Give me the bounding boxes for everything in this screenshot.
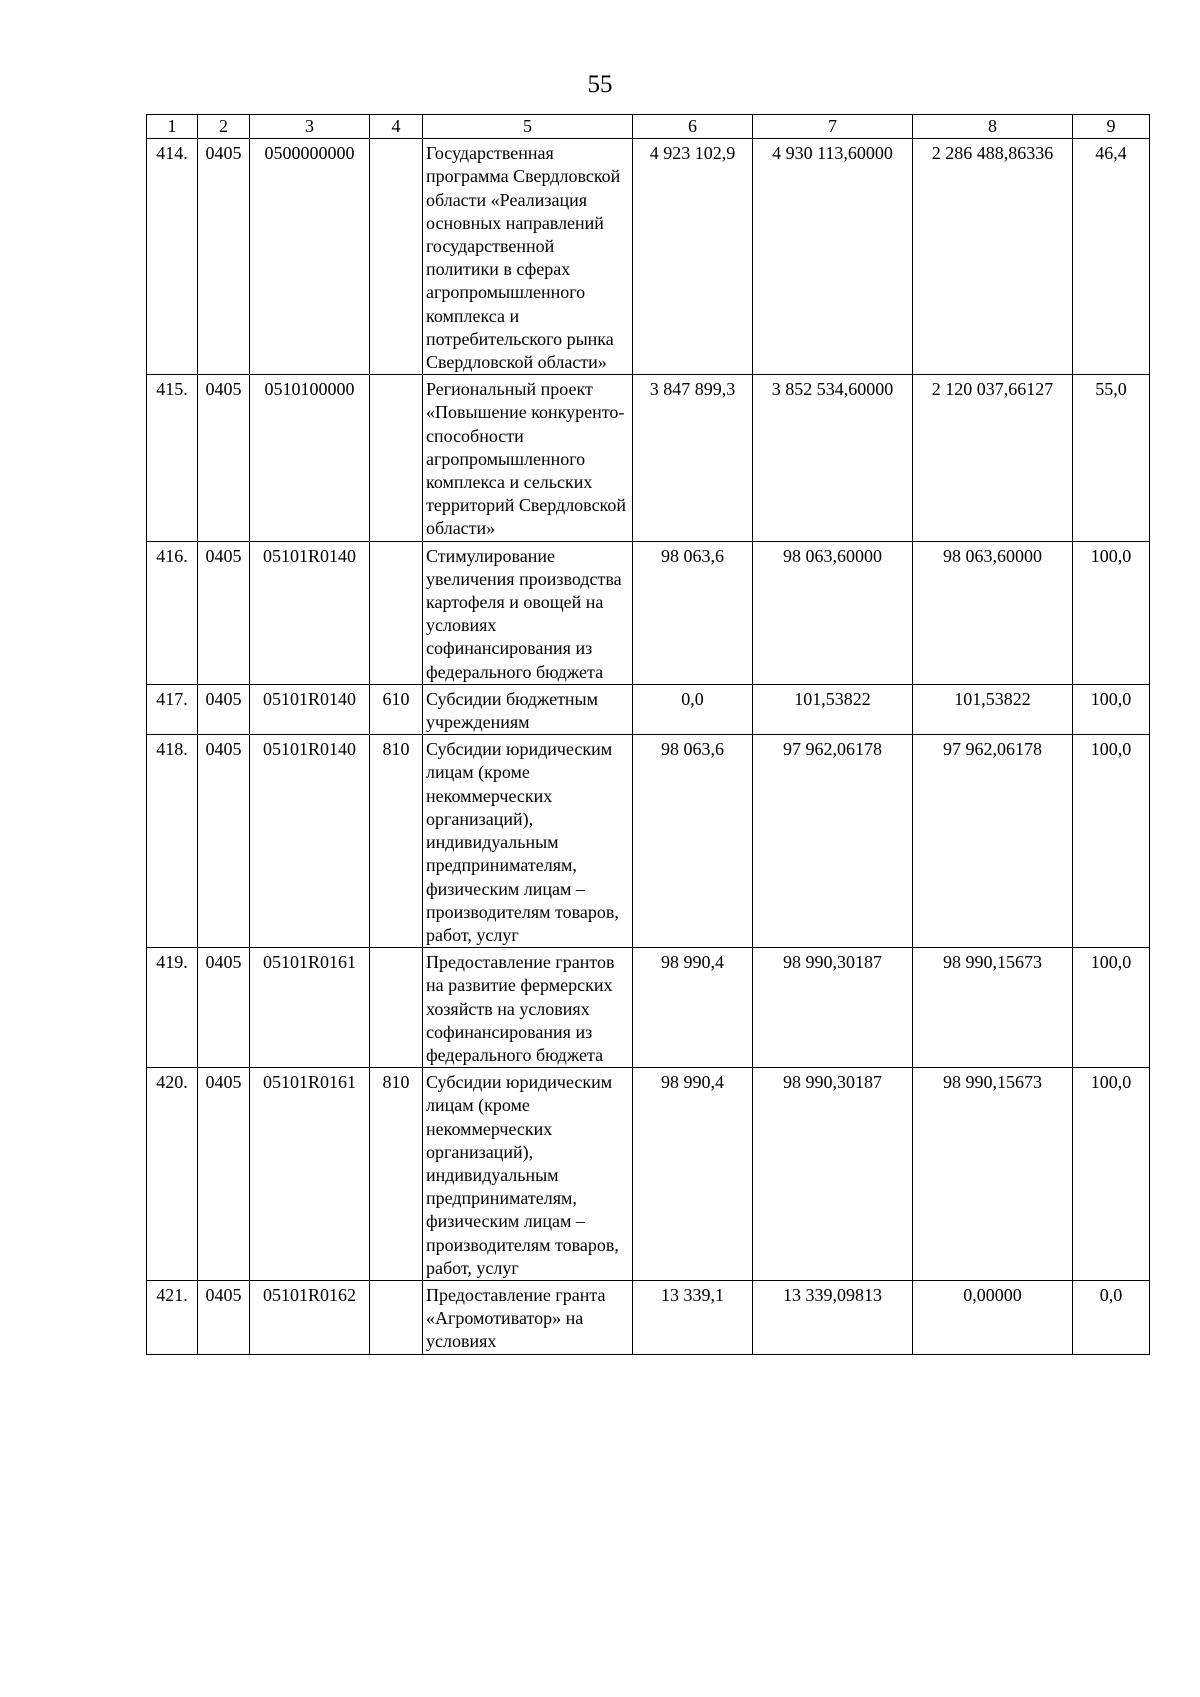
column-header: 7 [753,115,913,139]
executed-amount: 98 990,15673 [913,948,1073,1068]
execution-percent: 100,0 [1073,541,1150,684]
expense-type [370,375,423,541]
target-code: 05101R0161 [250,948,370,1068]
target-code: 05101R0140 [250,684,370,734]
executed-amount: 97 962,06178 [913,735,1073,948]
row-number: 415. [147,375,198,541]
item-name: Субсидии юридическим лицам (кроме некоммерческих организаций), индивидуальным предпринимателям, физическим лицам – производителям товаров, работ, услуг [423,735,633,948]
table-header-row [147,115,1150,139]
column-header: 4 [370,115,423,139]
section-code: 0405 [198,375,250,541]
column-header: 9 [1073,115,1150,139]
target-code: 05101R0140 [250,541,370,684]
section-code: 0405 [198,541,250,684]
section-code: 0405 [198,684,250,734]
planned-amount: 0,0 [633,684,753,734]
section-code: 0405 [198,735,250,948]
execution-percent: 100,0 [1073,735,1150,948]
table-row [147,541,1150,684]
planned-amount: 98 063,6 [633,735,753,948]
table-row [147,1068,1150,1281]
section-code: 0405 [198,1068,250,1281]
row-number: 417. [147,684,198,734]
planned-amount: 3 847 899,3 [633,375,753,541]
item-name: Региональный проект «Повышение конкуренто-способности агропромышленного комплекса и сельских территорий Свердловской области» [423,375,633,541]
approved-amount: 3 852 534,60000 [753,375,913,541]
column-header: 6 [633,115,753,139]
column-header: 2 [198,115,250,139]
item-name: Предоставление грантов на развитие фермерских хозяйств на условиях софинансирования из федерального бюджета [423,948,633,1068]
target-code: 05101R0140 [250,735,370,948]
target-code: 05101R0161 [250,1068,370,1281]
expense-type [370,948,423,1068]
expense-type: 610 [370,684,423,734]
target-code: 05101R0162 [250,1280,370,1354]
expense-type: 810 [370,735,423,948]
table-row [147,684,1150,734]
row-number: 414. [147,139,198,375]
planned-amount: 4 923 102,9 [633,139,753,375]
execution-percent: 0,0 [1073,1280,1150,1354]
approved-amount: 4 930 113,60000 [753,139,913,375]
executed-amount: 0,00000 [913,1280,1073,1354]
row-number: 420. [147,1068,198,1281]
budget-table [146,114,1150,1355]
row-number: 416. [147,541,198,684]
section-code: 0405 [198,139,250,375]
approved-amount: 98 063,60000 [753,541,913,684]
executed-amount: 2 120 037,66127 [913,375,1073,541]
column-header: 3 [250,115,370,139]
approved-amount: 98 990,30187 [753,1068,913,1281]
planned-amount: 13 339,1 [633,1280,753,1354]
table-row [147,735,1150,948]
item-name: Государственная программа Свердловской области «Реализация основных направлений государственной политики в сферах агропромышленного комплекса и потребительского рынка Свердловской области» [423,139,633,375]
row-number: 421. [147,1280,198,1354]
planned-amount: 98 063,6 [633,541,753,684]
expense-type [370,541,423,684]
executed-amount: 98 063,60000 [913,541,1073,684]
execution-percent: 46,4 [1073,139,1150,375]
executed-amount: 98 990,15673 [913,1068,1073,1281]
section-code: 0405 [198,948,250,1068]
section-code: 0405 [198,1280,250,1354]
execution-percent: 100,0 [1073,1068,1150,1281]
planned-amount: 98 990,4 [633,1068,753,1281]
column-header: 8 [913,115,1073,139]
item-name: Предоставление гранта «Агромотиватор» на условиях [423,1280,633,1354]
approved-amount: 101,53822 [753,684,913,734]
approved-amount: 13 339,09813 [753,1280,913,1354]
executed-amount: 2 286 488,86336 [913,139,1073,375]
table-row [147,1280,1150,1354]
execution-percent: 100,0 [1073,948,1150,1068]
table-row [147,375,1150,541]
item-name: Субсидии бюджетным учреждениям [423,684,633,734]
target-code: 0510100000 [250,375,370,541]
table-row [147,139,1150,375]
target-code: 0500000000 [250,139,370,375]
item-name: Стимулирование увеличения производства картофеля и овощей на условиях софинансирования из федерального бюджета [423,541,633,684]
column-header: 5 [423,115,633,139]
expense-type: 810 [370,1068,423,1281]
row-number: 418. [147,735,198,948]
execution-percent: 100,0 [1073,684,1150,734]
approved-amount: 98 990,30187 [753,948,913,1068]
execution-percent: 55,0 [1073,375,1150,541]
approved-amount: 97 962,06178 [753,735,913,948]
item-name: Субсидии юридическим лицам (кроме некоммерческих организаций), индивидуальным предпринимателям, физическим лицам – производителям товаров, работ, услуг [423,1068,633,1281]
row-number: 419. [147,948,198,1068]
column-header: 1 [147,115,198,139]
expense-type [370,1280,423,1354]
table-row [147,948,1150,1068]
page-number: 55 [587,71,613,98]
planned-amount: 98 990,4 [633,948,753,1068]
executed-amount: 101,53822 [913,684,1073,734]
expense-type [370,139,423,375]
